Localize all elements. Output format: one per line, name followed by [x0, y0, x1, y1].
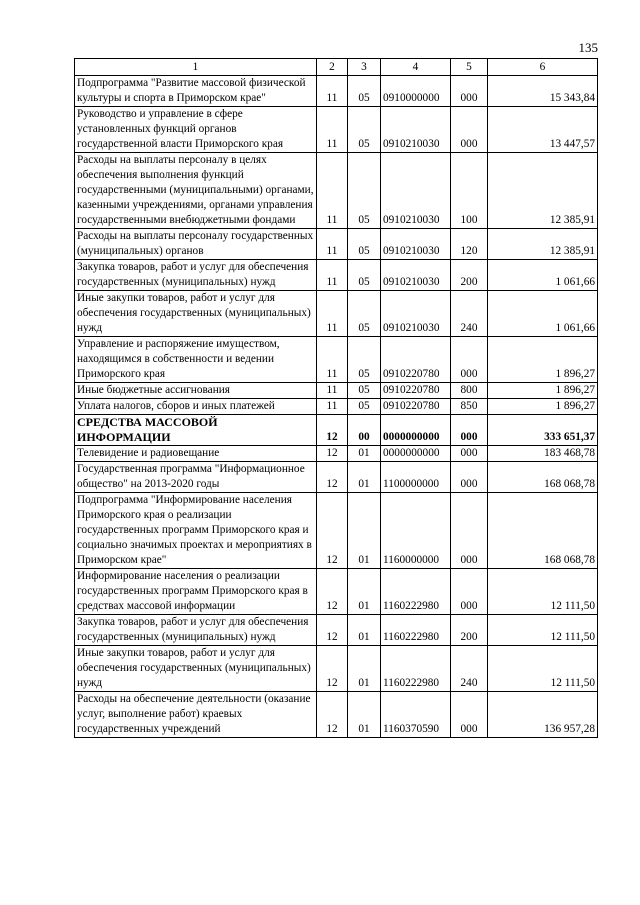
target-article-cell: 0910220780 — [381, 399, 451, 415]
section-code-cell: 11 — [317, 291, 348, 337]
section-code-cell: 12 — [317, 615, 348, 646]
target-article-cell: 0910220780 — [381, 337, 451, 383]
amount-cell: 12 385,91 — [488, 229, 598, 260]
amount-cell: 1 896,27 — [488, 337, 598, 383]
target-article-cell: 0910210030 — [381, 153, 451, 229]
expense-type-cell: 100 — [451, 153, 488, 229]
table-row — [75, 399, 598, 415]
section-code-cell: 12 — [317, 446, 348, 462]
target-article-cell: 0910000000 — [381, 76, 451, 107]
section-code-cell: 12 — [317, 462, 348, 493]
amount-cell: 15 343,84 — [488, 76, 598, 107]
subsection-code-cell: 05 — [348, 76, 381, 107]
amount-cell: 333 651,37 — [488, 415, 598, 446]
row-name-cell: Уплата налогов, сборов и иных платежей — [75, 399, 317, 415]
table-row — [75, 337, 598, 383]
header-col-6: 6 — [488, 59, 598, 76]
table-row — [75, 415, 598, 446]
section-code-cell: 11 — [317, 229, 348, 260]
header-col-4: 4 — [381, 59, 451, 76]
table-row — [75, 229, 598, 260]
row-name-cell: Подпрограмма "Информирование населения Приморского края о реализации государственных программ Приморского края и социально значимых проектах и мероприятиях в Приморском крае" — [75, 493, 317, 569]
amount-cell: 12 111,50 — [488, 569, 598, 615]
header-col-1: 1 — [75, 59, 317, 76]
table-row — [75, 76, 598, 107]
row-name-cell: Информирование населения о реализации государственных программ Приморского края в средствах массовой информации — [75, 569, 317, 615]
section-code-cell: 11 — [317, 260, 348, 291]
table-row — [75, 260, 598, 291]
expense-type-cell: 000 — [451, 337, 488, 383]
target-article-cell: 1160222980 — [381, 615, 451, 646]
expense-type-cell: 000 — [451, 493, 488, 569]
amount-cell: 12 111,50 — [488, 615, 598, 646]
row-name-cell: СРЕДСТВА МАССОВОЙ ИНФОРМАЦИИ — [75, 415, 317, 446]
amount-cell: 1 061,66 — [488, 260, 598, 291]
section-code-cell: 11 — [317, 76, 348, 107]
expense-type-cell: 000 — [451, 462, 488, 493]
row-name-cell: Телевидение и радиовещание — [75, 446, 317, 462]
target-article-cell: 0910210030 — [381, 291, 451, 337]
table-row — [75, 383, 598, 399]
expense-type-cell: 240 — [451, 646, 488, 692]
section-code-cell: 11 — [317, 383, 348, 399]
target-article-cell: 0910210030 — [381, 107, 451, 153]
expense-type-cell: 200 — [451, 615, 488, 646]
row-name-cell: Расходы на выплаты персоналу в целях обеспечения выполнения функций государственными (муниципальными) органами, казенными учреждениями, органами управления государственными внебюджетными фондами — [75, 153, 317, 229]
expense-type-cell: 800 — [451, 383, 488, 399]
subsection-code-cell: 01 — [348, 446, 381, 462]
section-code-cell: 11 — [317, 399, 348, 415]
subsection-code-cell: 00 — [348, 415, 381, 446]
row-name-cell: Иные бюджетные ассигнования — [75, 383, 317, 399]
expense-type-cell: 240 — [451, 291, 488, 337]
amount-cell: 183 468,78 — [488, 446, 598, 462]
table-header-row — [75, 59, 598, 76]
amount-cell: 12 385,91 — [488, 153, 598, 229]
subsection-code-cell: 05 — [348, 107, 381, 153]
header-col-2: 2 — [317, 59, 348, 76]
section-code-cell: 12 — [317, 415, 348, 446]
table-row — [75, 153, 598, 229]
row-name-cell: Расходы на обеспечение деятельности (оказание услуг, выполнение работ) краевых государственных учреждений — [75, 692, 317, 738]
header-col-5: 5 — [451, 59, 488, 76]
amount-cell: 13 447,57 — [488, 107, 598, 153]
table-row — [75, 615, 598, 646]
amount-cell: 168 068,78 — [488, 493, 598, 569]
amount-cell: 1 896,27 — [488, 399, 598, 415]
target-article-cell: 0910210030 — [381, 260, 451, 291]
target-article-cell: 1160000000 — [381, 493, 451, 569]
target-article-cell: 0910220780 — [381, 383, 451, 399]
table-row — [75, 493, 598, 569]
row-name-cell: Подпрограмма "Развитие массовой физической культуры и спорта в Приморском крае" — [75, 76, 317, 107]
table-row — [75, 446, 598, 462]
subsection-code-cell: 01 — [348, 692, 381, 738]
table-row — [75, 692, 598, 738]
expense-type-cell: 000 — [451, 76, 488, 107]
row-name-cell: Расходы на выплаты персоналу государственных (муниципальных) органов — [75, 229, 317, 260]
subsection-code-cell: 01 — [348, 493, 381, 569]
subsection-code-cell: 01 — [348, 462, 381, 493]
target-article-cell: 0000000000 — [381, 446, 451, 462]
expense-type-cell: 000 — [451, 569, 488, 615]
target-article-cell: 1100000000 — [381, 462, 451, 493]
subsection-code-cell: 05 — [348, 229, 381, 260]
row-name-cell: Закупка товаров, работ и услуг для обеспечения государственных (муниципальных) нужд — [75, 615, 317, 646]
expense-type-cell: 850 — [451, 399, 488, 415]
section-code-cell: 12 — [317, 569, 348, 615]
budget-table — [74, 58, 598, 738]
row-name-cell: Иные закупки товаров, работ и услуг для обеспечения государственных (муниципальных) нужд — [75, 291, 317, 337]
amount-cell: 1 061,66 — [488, 291, 598, 337]
row-name-cell: Иные закупки товаров, работ и услуг для обеспечения государственных (муниципальных) нужд — [75, 646, 317, 692]
subsection-code-cell: 05 — [348, 153, 381, 229]
subsection-code-cell: 01 — [348, 646, 381, 692]
subsection-code-cell: 01 — [348, 569, 381, 615]
subsection-code-cell: 05 — [348, 337, 381, 383]
section-code-cell: 11 — [317, 153, 348, 229]
table-row — [75, 462, 598, 493]
amount-cell: 168 068,78 — [488, 462, 598, 493]
expense-type-cell: 000 — [451, 415, 488, 446]
section-code-cell: 12 — [317, 646, 348, 692]
target-article-cell: 0910210030 — [381, 229, 451, 260]
amount-cell: 136 957,28 — [488, 692, 598, 738]
page-number: 135 — [578, 40, 598, 55]
expense-type-cell: 000 — [451, 692, 488, 738]
row-name-cell: Государственная программа "Информационное общество" на 2013-2020 годы — [75, 462, 317, 493]
amount-cell: 1 896,27 — [488, 383, 598, 399]
target-article-cell: 1160222980 — [381, 569, 451, 615]
subsection-code-cell: 05 — [348, 291, 381, 337]
section-code-cell: 11 — [317, 107, 348, 153]
table-row — [75, 291, 598, 337]
table-row — [75, 107, 598, 153]
row-name-cell: Закупка товаров, работ и услуг для обеспечения государственных (муниципальных) нужд — [75, 260, 317, 291]
table-row — [75, 646, 598, 692]
expense-type-cell: 000 — [451, 446, 488, 462]
table-row — [75, 569, 598, 615]
subsection-code-cell: 05 — [348, 383, 381, 399]
section-code-cell: 12 — [317, 692, 348, 738]
subsection-code-cell: 05 — [348, 399, 381, 415]
target-article-cell: 0000000000 — [381, 415, 451, 446]
expense-type-cell: 000 — [451, 107, 488, 153]
expense-type-cell: 120 — [451, 229, 488, 260]
header-col-3: 3 — [348, 59, 381, 76]
amount-cell: 12 111,50 — [488, 646, 598, 692]
target-article-cell: 1160370590 — [381, 692, 451, 738]
section-code-cell: 12 — [317, 493, 348, 569]
row-name-cell: Управление и распоряжение имуществом, находящимся в собственности и ведении Приморского края — [75, 337, 317, 383]
target-article-cell: 1160222980 — [381, 646, 451, 692]
section-code-cell: 11 — [317, 337, 348, 383]
subsection-code-cell: 01 — [348, 615, 381, 646]
row-name-cell: Руководство и управление в сфере установленных функций органов государственной власти Приморского края — [75, 107, 317, 153]
subsection-code-cell: 05 — [348, 260, 381, 291]
expense-type-cell: 200 — [451, 260, 488, 291]
